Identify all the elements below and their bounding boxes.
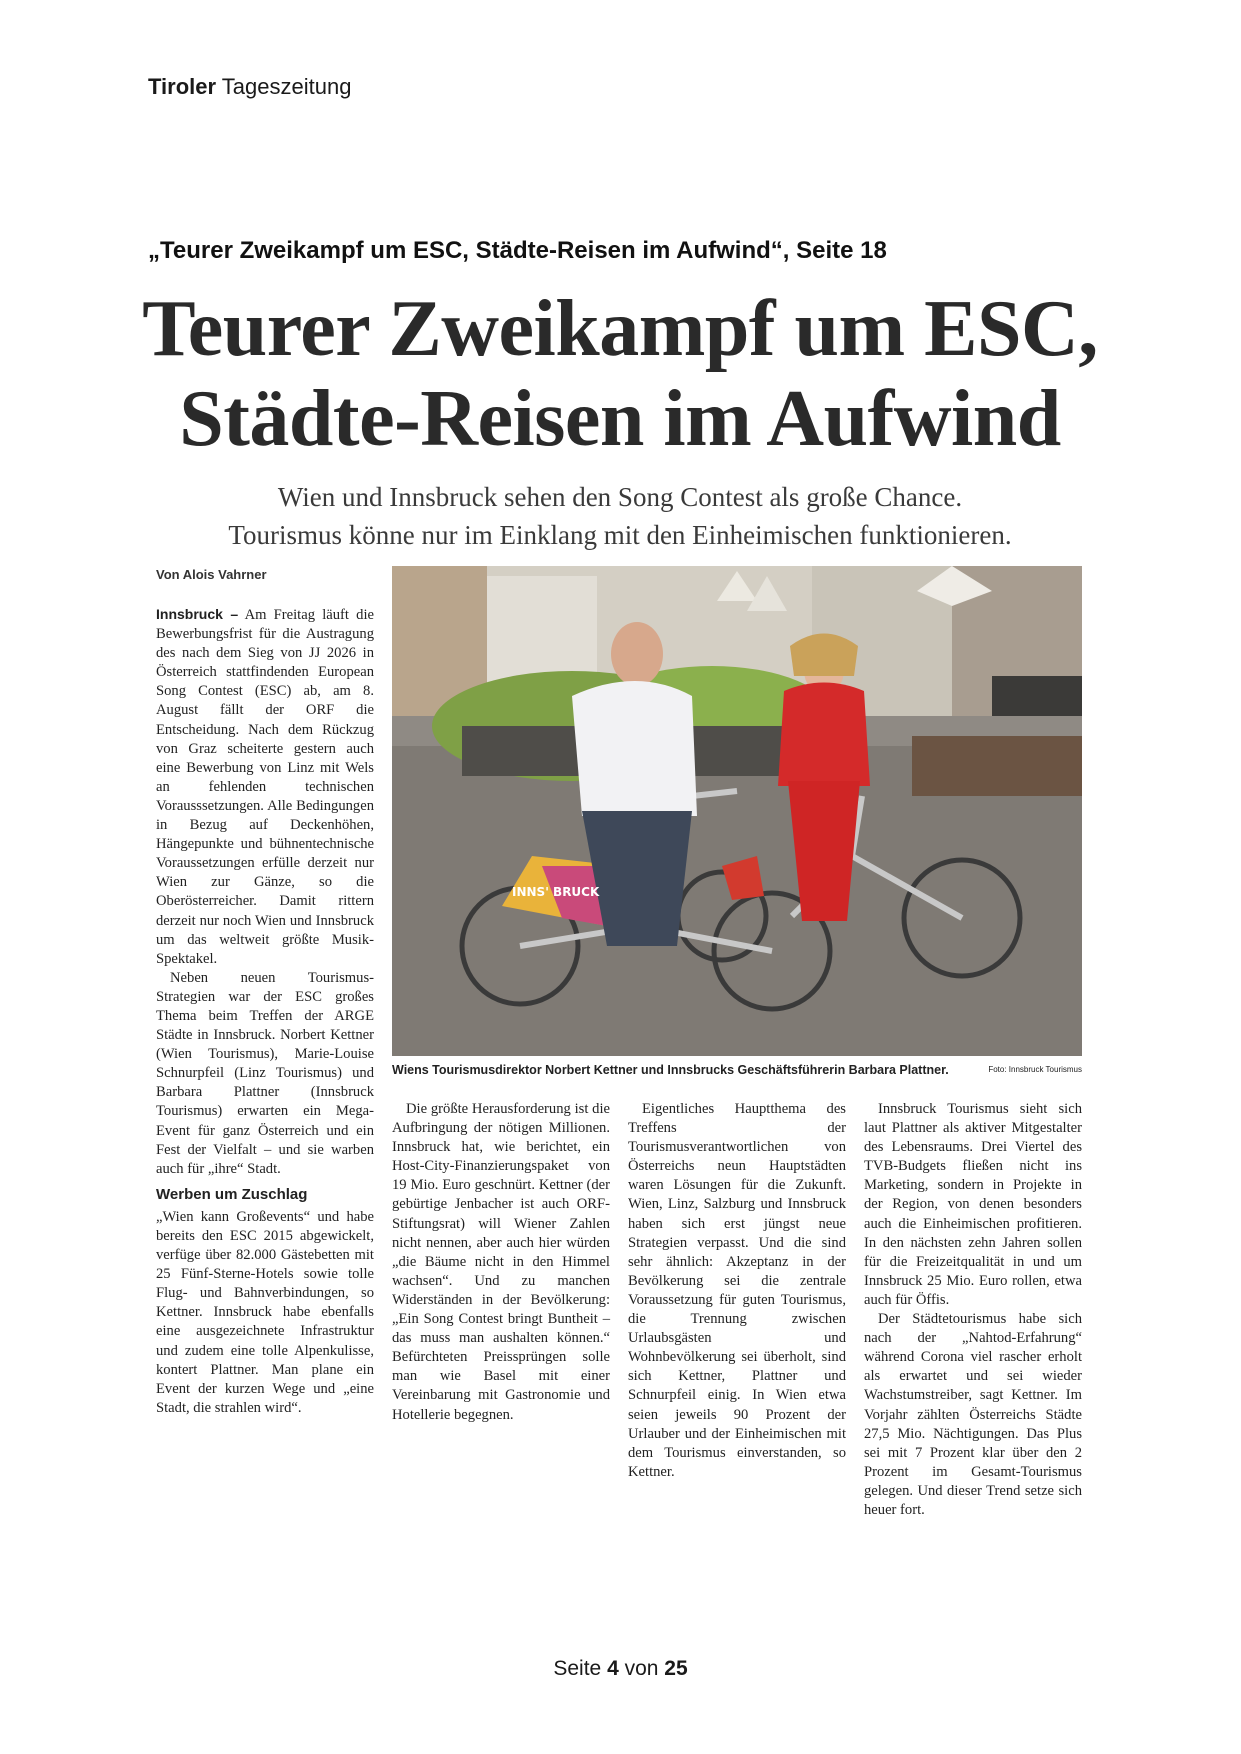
- page-number: 4: [607, 1657, 619, 1680]
- brand-bold: Tiroler: [148, 74, 217, 99]
- article-column-4: [864, 1100, 1082, 1520]
- paragraph: Der Städtetourismus habe sich nach der „Nahtod-Erfahrung“ während Corona viel rascher erholt als erwartet und sei wieder Wachstumstreiber, sagt Kettner. Im Vorjahr zählten Österreichs Städte 27,5 Mio. Nächtigungen. Das Plus sei mit 7 Prozent klar über den 2 Prozent im Gesamt-Tourismus gelegen. Und dieser Trend setze sich heuer fort.: [864, 1311, 1082, 1518]
- headline: [140, 284, 1100, 464]
- brand-rest: Tageszeitung: [221, 74, 352, 99]
- subheading: Werben um Zuschlag: [156, 1185, 308, 1203]
- page-total: 25: [664, 1657, 688, 1680]
- newspaper-brand: [148, 74, 351, 100]
- photo-credit: Foto: Innsbruck Tourismus: [988, 1065, 1082, 1074]
- subheadline: [150, 478, 1090, 554]
- caption-text: Wiens Tourismusdirektor Norbert Kettner und Innsbrucks Geschäftsführerin Barbara Plattner.: [392, 1063, 949, 1077]
- paragraph: Neben neuen Tourismus-Strategien war der ESC großes Thema beim Treffen der ARGE Städte in Innsbruck. Norbert Kettner (Wien Tourismus), Marie-Louise Schnurpfeil (Linz Tourismus) und Barbara Plattner (Innsbruck Tourismus) erwarten ein Mega-Event für ganz Österreich und ein Fest der Vielfalt – und sie warben auch für „ihre“ Stadt.: [156, 969, 374, 1177]
- headline-line-2: Städte-Reisen im Aufwind: [179, 375, 1061, 463]
- article-column-3: [628, 1100, 846, 1482]
- paragraph: Eigentliches Hauptthema des Treffens der Tourismusverantwortlichen von Österreichs neun Hauptstädten waren Lösungen für die Zukunft. Wien, Linz, Salzburg und Innsbruck haben sich erst jüngst neue Strategien verpasst. Und die sind sehr ähnlich: Akzeptanz in der Bevölkerung sei die zentrale Voraussetzung für guten Tourismus, die Trennung zwischen Urlaubsgästen und Wohnbevölkerung sei überholt, sind sich Kettner, Plattner und Schnurpfeil einig. In Wien etwa seien jeweils 90 Prozent der Urlauber und der Einheimischen mit dem Tourismus einverstanden, so Kettner.: [628, 1101, 846, 1480]
- page-footer: [0, 1657, 1241, 1681]
- dateline: Innsbruck –: [156, 606, 239, 622]
- paragraph: „Wien kann Großevents“ und habe bereits den ESC 2015 abgewickelt, verfüge über 82.000 Gästebetten mit 25 Fünf-Sterne-Hotels sowie tolle Flug- und Bahnverbindungen, so Kettner. Innsbruck habe ebenfalls eine ausgezeichnete Infrastruktur und zudem eine tolle Alpenkulisse, kontert Plattner. Man plane ein Event der kurzen Wege und „eine Stadt, die strahlen wird“.: [156, 1208, 374, 1416]
- subheadline-line-2: Tourismus könne nur im Einklang mit den Einheimischen funktionieren.: [228, 520, 1012, 550]
- photo-caption: [392, 1063, 1082, 1077]
- paragraph: Innsbruck Tourismus sieht sich laut Plattner als aktiver Mitgestalter des Lebensraums. Drei Viertel des TVB-Budgets fließen nicht ins Marketing, sondern in Projekte in der Region, von denen besonders auch die Einheimischen profitieren. In den nächsten zehn Jahren sollen für die Freizeitqualität in und um Innsbruck 25 Mio. Euro rollen, etwa auch für Öffis.: [864, 1101, 1082, 1308]
- bike-brand-text: INNS' BRUCK: [512, 885, 600, 899]
- article-photo: [392, 566, 1082, 1056]
- subheadline-line-1: Wien und Innsbruck sehen den Song Contest als große Chance.: [277, 482, 963, 512]
- article-reference: „Teurer Zweikampf um ESC, Städte-Reisen im Aufwind“, Seite 18: [148, 237, 887, 264]
- paragraph-text: Am Freitag läuft die Bewerbungsfrist für die Austragung des nach dem Sieg von JJ 2026 in Österreich stattfindenden European Song Contest (ESC) ab, am 8. August fällt der ORF die Entscheidung. Nach dem Rückzug von Graz scheiterte gestern auch eine Bewerbung von Linz mit Wels an fehlenden technischen Vorausssetzungen. Alle Bedingungen in Bezug auf Deckenhöhen, Hängepunkte und bühnentechnische Voraussetzungen erfülle derzeit nur Wien zur Gänze, so die Oberösterreicher. Damit rittern derzeit nur noch Wien und Innsbruck um das weltweit größte Musik-Spektakel.: [156, 607, 374, 967]
- article-column-2: [392, 1100, 610, 1425]
- article-column-1: [156, 605, 374, 1418]
- paragraph: Die größte Herausforderung ist die Aufbringung der nötigen Millionen. Innsbruck hat, wie berichtet, ein Host-City-Finanzierungspaket von 19 Mio. Euro geschnürt. Kettner (der gebürtige Jenbacher ist auch ORF-Stiftungsrat) will Wiener Zahlen nicht nennen, aber auch hier würden „die Bäume nicht in den Himmel wachsen“. Und zu manchen Widerständen in der Bevölkerung: „Ein Song Contest bringt Buntheit – das muss man aushalten können.“ Befürchteten Preissprüngen solle man wie Basel mit einer Vereinbarung mit Gastronomie und Hotellerie begegnen.: [392, 1101, 610, 1423]
- footer-sep: von: [624, 1657, 659, 1680]
- photo-illustration: [392, 566, 1082, 1056]
- headline-line-1: Teurer Zweikampf um ESC,: [142, 285, 1098, 373]
- footer-prefix: Seite: [553, 1657, 602, 1680]
- byline: Von Alois Vahrner: [156, 567, 267, 582]
- paragraph: [156, 605, 374, 969]
